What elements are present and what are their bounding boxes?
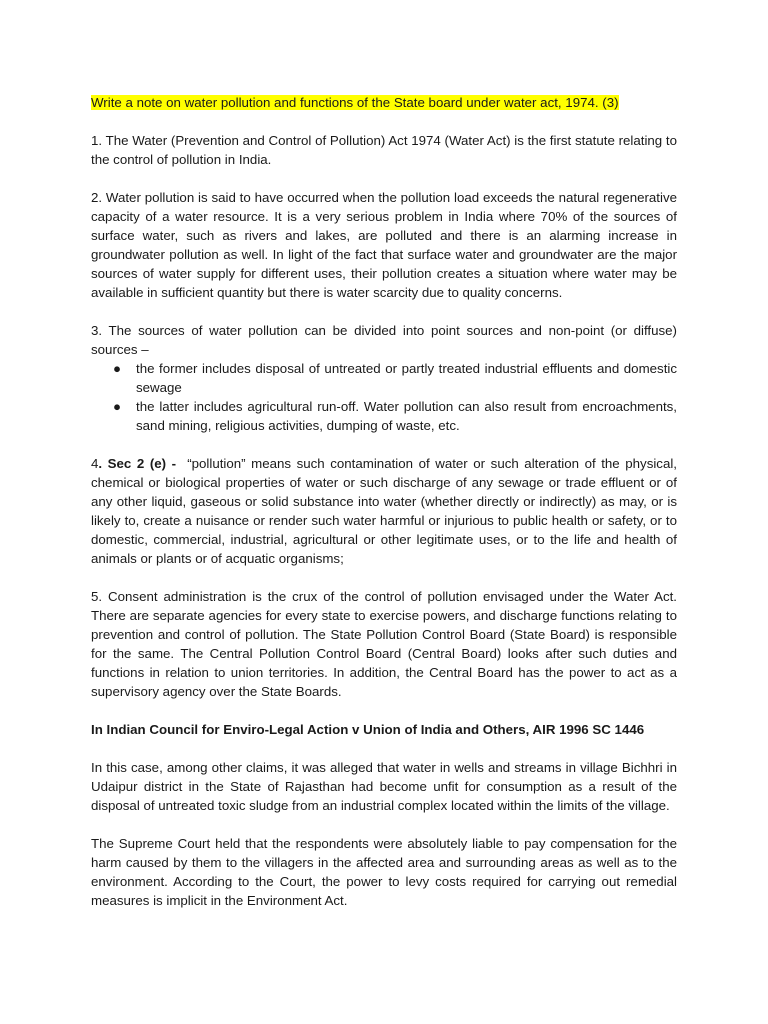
paragraph-2: 2. Water pollution is said to have occurred when the pollution load exceeds the natural regenerative capacity of a water resource. It is a very serious problem in India where 70% of the sources of surface water, such as rivers and lakes, are polluted and there is an alarming increase in groundwater pollution as well. In light of the fact that surface water and groundwater are the major sources of water supply for different uses, their pollution creates a situation where water may be available in sufficient quantity but there is water scarcity due to quality concerns. bbox=[91, 190, 677, 300]
bullet-icon: ● bbox=[113, 361, 122, 376]
paragraph-1: 1. The Water (Prevention and Control of Pollution) Act 1974 (Water Act) is the first statute relating to the control of pollution in India. bbox=[91, 133, 677, 167]
paragraph-3-intro: 3. The sources of water pollution can be divided into point sources and non-point (or diffuse) sources – bbox=[91, 323, 677, 357]
paragraph-4-dot: . bbox=[98, 456, 103, 471]
paragraph-4 bbox=[91, 454, 677, 568]
case-paragraph-2: The Supreme Court held that the respondents were absolutely liable to pay compensation for the harm caused by them to the villagers in the affected area and surrounding areas as well as to the environment. According to the Court, the power to levy costs required for carrying out remedial measures is implicit in the Environment Act. bbox=[91, 836, 677, 908]
paragraph-4-number: 4 bbox=[91, 456, 99, 471]
bullet-icon: ● bbox=[113, 399, 122, 414]
case-heading: In Indian Council for Enviro-Legal Action v Union of India and Others, AIR 1996 SC 1446 bbox=[91, 722, 645, 737]
paragraph-5: 5. Consent administration is the crux of the control of pollution envisaged under the Water Act. There are separate agencies for every state to exercise powers, and discharge functions relating to prevention and control of pollution. The State Pollution Control Board (State Board) is responsible for the same. The Central Pollution Control Board (Central Board) looks after such duties and functions in relation to union territories. In addition, the Central Board has the power to act as a supervisory agency over the State Boards. bbox=[91, 589, 677, 699]
list-item bbox=[91, 397, 677, 435]
list-item-text: the latter includes agricultural run-off. Water pollution can also result from encroachments, sand mining, religious activities, dumping of waste, etc. bbox=[136, 399, 677, 433]
pollution-sources-list bbox=[91, 359, 677, 435]
question-heading bbox=[91, 93, 677, 112]
document-page bbox=[91, 93, 677, 929]
section-label: Sec 2 (e) - bbox=[107, 456, 177, 471]
list-item-text: the former includes disposal of untreated or partly treated industrial effluents and domestic sewage bbox=[136, 361, 677, 395]
list-item bbox=[91, 359, 677, 397]
section-definition: “pollution” means such contamination of water or such alteration of the physical, chemical or biological properties of water or such discharge of any sewage or trade effluent or of any other liquid, gaseous or solid substance into water (whether directly or indirectly) as may, or is likely to, create a nuisance or render such water harmful or injurious to public health or safety, or to domestic, commercial, industrial, agricultural or other legitimate uses, or to the life and health of animals or plants or of acquatic organisms; bbox=[91, 456, 677, 566]
question-highlight: Write a note on water pollution and functions of the State board under water act, 1974. (3) bbox=[91, 95, 619, 110]
case-paragraph-1: In this case, among other claims, it was alleged that water in wells and streams in village Bichhri in Udaipur district in the State of Rajasthan had become unfit for consumption as a result of the disposal of untreated toxic sludge from an industrial complex located within the limits of the village. bbox=[91, 760, 677, 813]
